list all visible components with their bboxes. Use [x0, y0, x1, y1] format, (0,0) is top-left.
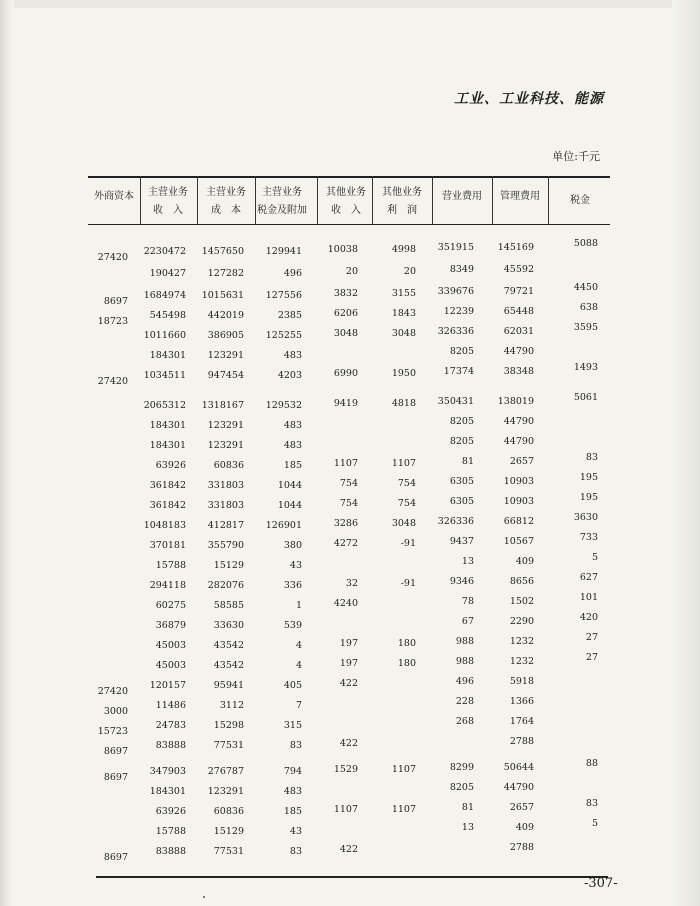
table-cell: 5 [591, 552, 598, 563]
table-cell: 184301 [149, 350, 186, 361]
table-cell: 1232 [509, 636, 534, 647]
table-cell: 1044 [277, 500, 302, 511]
table-cell: 988 [455, 636, 474, 647]
table-cell: 15129 [213, 560, 244, 571]
table-cell: 1107 [391, 804, 416, 815]
table-cell: 11486 [155, 700, 186, 711]
table-cell: 4450 [573, 282, 598, 293]
table-cell: 2657 [509, 802, 534, 813]
table-cell: 3048 [391, 328, 416, 339]
column-header-line: 成 本 [211, 205, 241, 216]
table-cell: 27420 [97, 376, 128, 387]
table-cell: 754 [339, 498, 358, 509]
table-cell: 1107 [391, 458, 416, 469]
table-cell: 15129 [213, 826, 244, 837]
table-cell: 351915 [437, 242, 474, 253]
column-header-line: 税金 [570, 195, 590, 206]
table-cell: 331803 [207, 480, 244, 491]
table-cell: 326336 [437, 516, 474, 527]
table-cell: 126901 [265, 520, 302, 531]
table-cell: 66812 [503, 516, 534, 527]
table-cell: 10903 [503, 496, 534, 507]
table-cell: 4998 [391, 244, 416, 255]
table-cell: 8349 [449, 264, 474, 275]
table-cell: 145169 [497, 242, 534, 253]
table-cell: 947454 [207, 370, 244, 381]
table-cell: 77531 [213, 846, 244, 857]
column-header-line: 主营业务 [206, 187, 246, 198]
table-cell: 9346 [449, 576, 474, 587]
table-cell: 6206 [333, 308, 358, 319]
table-cell: 3630 [573, 512, 598, 523]
table-cell: 13 [461, 556, 474, 567]
table-cell: 1843 [391, 308, 416, 319]
page-number: -307- [584, 876, 618, 891]
table-cell: -91 [400, 538, 416, 549]
table-cell: 638 [579, 302, 598, 313]
scan-speck [203, 896, 205, 898]
table-cell: 1034511 [143, 370, 186, 381]
table-cell: 405 [283, 680, 302, 691]
table-cell: 83 [585, 452, 598, 463]
table-cell: 355790 [207, 540, 244, 551]
table-cell: 8697 [103, 852, 128, 863]
scan-edge-right [672, 0, 700, 906]
table-cell: 412817 [207, 520, 244, 531]
table-cell: 50644 [503, 762, 534, 773]
column-header-line: 其他业务 [326, 187, 366, 198]
table-cell: 123291 [207, 420, 244, 431]
table-cell: 95941 [213, 680, 244, 691]
table-cell: 1015631 [201, 290, 244, 301]
table-cell: 184301 [149, 786, 186, 797]
column-header-line: 利 润 [387, 205, 417, 216]
table-cell: 627 [579, 572, 598, 583]
table-cell: 185 [283, 460, 302, 471]
table-cell: 33630 [213, 620, 244, 631]
table-cell: 10038 [327, 244, 358, 255]
table-cell: 65448 [503, 306, 534, 317]
table-cell: 422 [339, 844, 358, 855]
table-cell: 63926 [155, 806, 186, 817]
table-cell: 32 [345, 578, 358, 589]
table-cell: 6305 [449, 496, 474, 507]
table-cell: 1529 [333, 764, 358, 775]
table-cell: 125255 [265, 330, 302, 341]
table-cell: 1011660 [143, 330, 186, 341]
table-cell: 63926 [155, 460, 186, 471]
table-cell: 4203 [277, 370, 302, 381]
table-cell: 8205 [449, 416, 474, 427]
table-cell: 18723 [97, 316, 128, 327]
table-cell: 420 [579, 612, 598, 623]
table-cell: 2788 [509, 736, 534, 747]
table-cell: 4 [295, 660, 302, 671]
scan-top-strip [0, 0, 700, 8]
table-cell: 101 [579, 592, 598, 603]
table-cell: 8697 [103, 772, 128, 783]
table-cell: 8697 [103, 746, 128, 757]
table-cell: 8697 [103, 296, 128, 307]
table-cell: 8205 [449, 782, 474, 793]
table-cell: 3048 [333, 328, 358, 339]
table-cell: 5088 [573, 238, 598, 249]
table-cell: 8205 [449, 436, 474, 447]
table-cell: 45003 [155, 640, 186, 651]
table-cell: 20 [345, 266, 358, 277]
table-cell: 129532 [265, 400, 302, 411]
table-cell: 350431 [437, 396, 474, 407]
column-header-line: 主营业务 [148, 187, 188, 198]
table-cell: 336 [283, 580, 302, 591]
column-header-line: 税金及附加 [257, 205, 307, 216]
table-cell: 9437 [449, 536, 474, 547]
table-cell: 386905 [207, 330, 244, 341]
table-cell: 45003 [155, 660, 186, 671]
table-cell: 123291 [207, 786, 244, 797]
table-cell: 20 [403, 266, 416, 277]
column-header-line: 其他业务 [382, 187, 422, 198]
table-cell: 545498 [149, 310, 186, 321]
table-cell: 442019 [207, 310, 244, 321]
table-cell: 370181 [149, 540, 186, 551]
table-cell: 60836 [213, 806, 244, 817]
table-cell: 6990 [333, 368, 358, 379]
table-cell: 83 [585, 798, 598, 809]
table-cell: 83888 [155, 846, 186, 857]
table-cell: 1950 [391, 368, 416, 379]
table-cell: 13 [461, 822, 474, 833]
table-cell: 1366 [509, 696, 534, 707]
table-cell: 754 [339, 478, 358, 489]
table-cell: 754 [397, 498, 416, 509]
table-cell: 1318167 [201, 400, 244, 411]
column-header-line: 收 入 [331, 205, 361, 216]
table-cell: 60836 [213, 460, 244, 471]
table-cell: 2385 [277, 310, 302, 321]
table-cell: 1044 [277, 480, 302, 491]
table-cell: 43 [289, 826, 302, 837]
table-header-rule [88, 224, 610, 225]
table-cell: 794 [283, 766, 302, 777]
table-cell: 5 [591, 818, 598, 829]
table-cell: 129941 [265, 246, 302, 257]
table-cell: 3595 [573, 322, 598, 333]
table-cell: 27420 [97, 252, 128, 263]
table-cell: 78 [461, 596, 474, 607]
table-cell: 195 [579, 492, 598, 503]
table-cell: 180 [397, 638, 416, 649]
table-cell: 5918 [509, 676, 534, 687]
table-cell: 2290 [509, 616, 534, 627]
table-top-rule [88, 176, 610, 178]
table-cell: 4 [295, 640, 302, 651]
table-cell: 1764 [509, 716, 534, 727]
table-cell: 483 [283, 420, 302, 431]
table-cell: 62031 [503, 326, 534, 337]
table-cell: 127282 [207, 268, 244, 279]
table-cell: 138019 [497, 396, 534, 407]
table-cell: 77531 [213, 740, 244, 751]
table-cell: 195 [579, 472, 598, 483]
table-cell: 1684974 [143, 290, 186, 301]
table-cell: 1 [295, 600, 302, 611]
table-cell: 1048183 [143, 520, 186, 531]
table-cell: 315 [283, 720, 302, 731]
table-cell: 123291 [207, 440, 244, 451]
table-cell: 8205 [449, 346, 474, 357]
table-cell: 81 [461, 802, 474, 813]
table-cell: 294118 [149, 580, 186, 591]
table-cell: 81 [461, 456, 474, 467]
table-cell: 268 [455, 716, 474, 727]
table-cell: 7 [295, 700, 302, 711]
table-cell: 15723 [97, 726, 128, 737]
table-cell: 733 [579, 532, 598, 543]
table-cell: 197 [339, 638, 358, 649]
table-cell: 190427 [149, 268, 186, 279]
table-cell: 4818 [391, 398, 416, 409]
footer-rule [96, 876, 608, 878]
table-cell: 496 [455, 676, 474, 687]
table-cell: 88 [585, 758, 598, 769]
column-header-c8 [540, 192, 620, 210]
table-cell: 58585 [213, 600, 244, 611]
table-cell: 2065312 [143, 400, 186, 411]
table-cell: 3112 [219, 700, 244, 711]
table-cell: 127556 [265, 290, 302, 301]
table-cell: 83 [289, 740, 302, 751]
column-header-line: 外商资本 [94, 191, 134, 202]
table-cell: 361842 [149, 480, 186, 491]
table-cell: 422 [339, 678, 358, 689]
table-cell: 1232 [509, 656, 534, 667]
table-cell: 2230472 [143, 246, 186, 257]
table-cell: 44790 [503, 782, 534, 793]
table-cell: 36879 [155, 620, 186, 631]
table-cell: 45592 [503, 264, 534, 275]
table-cell: 15788 [155, 560, 186, 571]
table-cell: 24783 [155, 720, 186, 731]
table-cell: 347903 [149, 766, 186, 777]
table-cell: 483 [283, 350, 302, 361]
section-title: 工业、工业科技、能源 [454, 91, 604, 107]
table-cell: 754 [397, 478, 416, 489]
table-cell: 43 [289, 560, 302, 571]
table-cell: 15788 [155, 826, 186, 837]
column-header-line: 收 入 [153, 205, 183, 216]
table-cell: 326336 [437, 326, 474, 337]
table-cell: 1107 [333, 804, 358, 815]
table-cell: 44790 [503, 346, 534, 357]
table-cell: 17374 [443, 366, 474, 377]
table-cell: 10903 [503, 476, 534, 487]
table-cell: 8299 [449, 762, 474, 773]
table-cell: 67 [461, 616, 474, 627]
table-cell: 197 [339, 658, 358, 669]
column-header-line: 管理费用 [500, 191, 540, 202]
table-cell: 339676 [437, 286, 474, 297]
table-cell: 120157 [149, 680, 186, 691]
table-cell: 15298 [213, 720, 244, 731]
table-cell: 180 [397, 658, 416, 669]
scan-edge-left [0, 0, 14, 906]
table-cell: 1107 [333, 458, 358, 469]
table-cell: 9419 [333, 398, 358, 409]
table-cell: 27 [585, 652, 598, 663]
column-header-line: 主营业务 [262, 187, 302, 198]
table-cell: 276787 [207, 766, 244, 777]
table-cell: 1502 [509, 596, 534, 607]
table-cell: -91 [400, 578, 416, 589]
table-cell: 2657 [509, 456, 534, 467]
table-cell: 60275 [155, 600, 186, 611]
table-cell: 4272 [333, 538, 358, 549]
table-cell: 44790 [503, 436, 534, 447]
table-cell: 44790 [503, 416, 534, 427]
table-cell: 3832 [333, 288, 358, 299]
table-cell: 3000 [103, 706, 128, 717]
table-cell: 38348 [503, 366, 534, 377]
table-cell: 1107 [391, 764, 416, 775]
table-cell: 6305 [449, 476, 474, 487]
table-cell: 1493 [573, 362, 598, 373]
table-cell: 5061 [573, 392, 598, 403]
table-cell: 27420 [97, 686, 128, 697]
table-cell: 43542 [213, 660, 244, 671]
table-cell: 2788 [509, 842, 534, 853]
table-cell: 4240 [333, 598, 358, 609]
table-cell: 3155 [391, 288, 416, 299]
table-cell: 422 [339, 738, 358, 749]
table-cell: 228 [455, 696, 474, 707]
table-cell: 409 [515, 556, 534, 567]
table-cell: 361842 [149, 500, 186, 511]
table-cell: 539 [283, 620, 302, 631]
table-cell: 43542 [213, 640, 244, 651]
table-cell: 409 [515, 822, 534, 833]
table-cell: 380 [283, 540, 302, 551]
table-cell: 185 [283, 806, 302, 817]
unit-label: 单位:千元 [552, 150, 600, 163]
table-cell: 184301 [149, 420, 186, 431]
table-cell: 1457650 [201, 246, 244, 257]
table-cell: 988 [455, 656, 474, 667]
table-cell: 12239 [443, 306, 474, 317]
column-header-line: 营业费用 [442, 191, 482, 202]
table-cell: 331803 [207, 500, 244, 511]
table-cell: 79721 [503, 286, 534, 297]
table-cell: 282076 [207, 580, 244, 591]
table-cell: 83888 [155, 740, 186, 751]
table-cell: 123291 [207, 350, 244, 361]
table-cell: 184301 [149, 440, 186, 451]
table-cell: 3286 [333, 518, 358, 529]
table-cell: 27 [585, 632, 598, 643]
table-cell: 10567 [503, 536, 534, 547]
table-cell: 496 [283, 268, 302, 279]
table-cell: 83 [289, 846, 302, 857]
table-cell: 483 [283, 786, 302, 797]
table-cell: 8656 [509, 576, 534, 587]
table-cell: 3048 [391, 518, 416, 529]
table-cell: 483 [283, 440, 302, 451]
